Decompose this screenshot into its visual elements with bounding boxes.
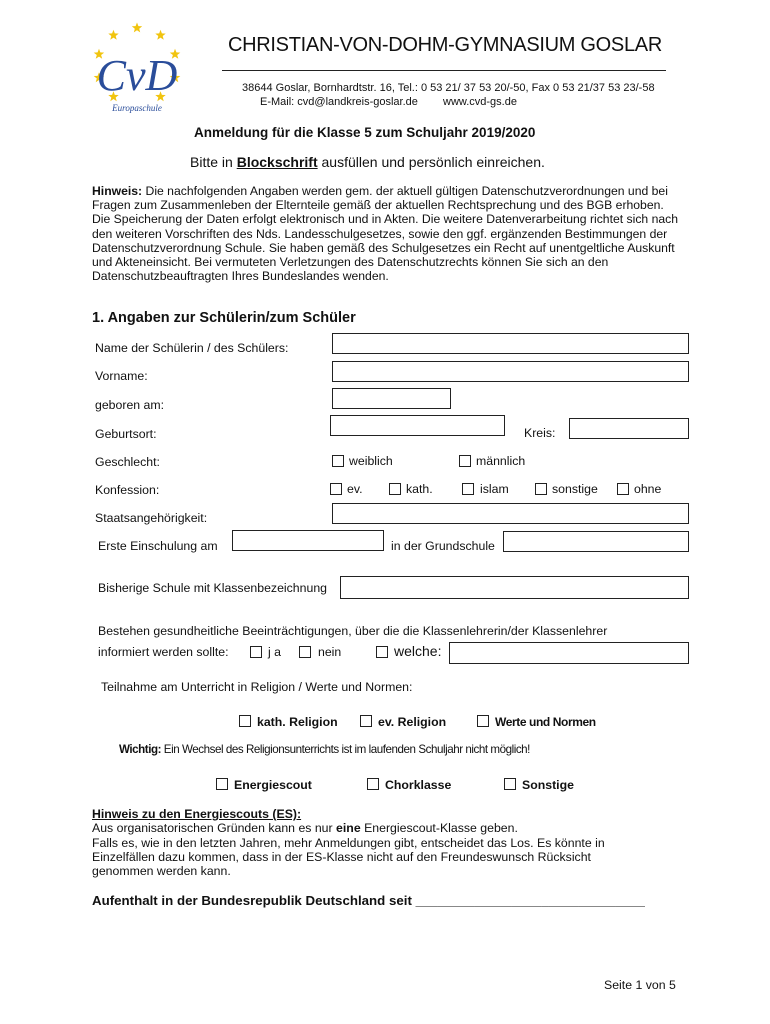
religion-ev-checkbox[interactable] bbox=[360, 715, 372, 727]
nationality-field[interactable] bbox=[332, 503, 689, 524]
birthdate-label: geboren am: bbox=[95, 398, 165, 412]
form-instructions bbox=[190, 154, 545, 170]
gender-female-checkbox[interactable] bbox=[332, 455, 344, 467]
logo-caption: Europaschule bbox=[112, 103, 162, 113]
health-which-label: welche: bbox=[394, 643, 442, 659]
health-yes-label: j a bbox=[268, 645, 281, 659]
logo-star-icon bbox=[108, 30, 118, 40]
health-details-field[interactable] bbox=[449, 642, 689, 664]
form-title: Anmeldung für die Klasse 5 zum Schuljahr 2019/2020 bbox=[194, 125, 536, 140]
vorname-field[interactable] bbox=[332, 361, 689, 382]
note-line1-before: Aus organisatorischen Gründen kann es nur bbox=[92, 821, 337, 835]
energiescout-note-line2: Falls es, wie in den letzten Jahren, mehr Anmeldungen gibt, entscheidet das Los. Es könnte in bbox=[92, 836, 605, 850]
konfession-ev-checkbox[interactable] bbox=[330, 483, 342, 495]
birthplace-field[interactable] bbox=[330, 415, 505, 436]
gender-label: Geschlecht: bbox=[95, 455, 160, 469]
school-address: 38644 Goslar, Bornhardtstr. 16, Tel.: 0 53 21/ 37 53 20/-50, Fax 0 53 21/37 53 23/-58 bbox=[242, 82, 655, 94]
note-line1-bold: eine bbox=[336, 821, 361, 835]
religion-note-text: Ein Wechsel des Religionsunterrichts ist im laufenden Schuljahr nicht möglich! bbox=[161, 743, 530, 756]
instruction-prefix: Bitte in bbox=[190, 154, 237, 170]
school-email: E-Mail: cvd@landkreis-goslar.de bbox=[260, 96, 418, 108]
name-label: Name der Schülerin / des Schülers: bbox=[95, 341, 289, 355]
religion-question: Teilnahme am Unterricht in Religion / Werte und Normen: bbox=[101, 680, 413, 694]
religion-ev-label: ev. Religion bbox=[378, 715, 447, 729]
konfession-label: Konfession: bbox=[95, 483, 160, 497]
religion-kath-label: kath. Religion bbox=[257, 715, 338, 729]
konfession-sonstige-checkbox[interactable] bbox=[535, 483, 547, 495]
enrollment-date-field[interactable] bbox=[232, 530, 384, 551]
energiescout-note-heading: Hinweis zu den Energiescouts (ES): bbox=[92, 807, 302, 821]
konfession-ohne-label: ohne bbox=[634, 482, 662, 496]
energiescout-note-line1 bbox=[92, 821, 518, 835]
konfession-islam-label: islam bbox=[480, 482, 509, 496]
vorname-label: Vorname: bbox=[95, 369, 148, 383]
health-which-checkbox[interactable] bbox=[376, 646, 388, 658]
religion-values-label: Werte und Normen bbox=[495, 715, 596, 729]
health-question-cont: informiert werden sollte: bbox=[98, 645, 229, 659]
gender-male-checkbox[interactable] bbox=[459, 455, 471, 467]
page-number: Seite 1 von 5 bbox=[604, 978, 676, 992]
konfession-islam-checkbox[interactable] bbox=[462, 483, 474, 495]
kreis-field[interactable] bbox=[569, 418, 689, 439]
privacy-label: Hinweis: bbox=[92, 184, 143, 198]
health-no-label: nein bbox=[318, 645, 342, 659]
health-no-checkbox[interactable] bbox=[299, 646, 311, 658]
logo-star-icon bbox=[155, 30, 165, 40]
kreis-label: Kreis: bbox=[524, 426, 556, 440]
chorklasse-label: Chorklasse bbox=[385, 778, 452, 792]
sonstige-checkbox[interactable] bbox=[504, 778, 516, 790]
religion-values-checkbox[interactable] bbox=[477, 715, 489, 727]
residence-field-line[interactable]: Aufenthalt in der Bundesrepublik Deutschland seit _______________________________ bbox=[92, 893, 645, 908]
religion-note-label: Wichtig: bbox=[119, 743, 162, 756]
school-website[interactable]: www.cvd-gs.de bbox=[443, 96, 517, 108]
instruction-emphasis: Blockschrift bbox=[236, 154, 318, 170]
school-logo bbox=[80, 18, 198, 118]
chorklasse-checkbox[interactable] bbox=[367, 778, 379, 790]
konfession-ohne-checkbox[interactable] bbox=[617, 483, 629, 495]
primary-school-field[interactable] bbox=[503, 531, 689, 552]
konfession-kath-label: kath. bbox=[406, 482, 433, 496]
previous-school-field[interactable] bbox=[340, 576, 689, 599]
energiescout-checkbox[interactable] bbox=[216, 778, 228, 790]
birthdate-field[interactable] bbox=[332, 388, 451, 409]
gender-male-label: männlich bbox=[476, 454, 526, 468]
school-name: CHRISTIAN-VON-DOHM-GYMNASIUM GOSLAR bbox=[228, 34, 662, 56]
health-yes-checkbox[interactable] bbox=[250, 646, 262, 658]
privacy-notice bbox=[92, 184, 682, 283]
religion-kath-checkbox[interactable] bbox=[239, 715, 251, 727]
konfession-sonstige-label: sonstige bbox=[552, 482, 598, 496]
name-field[interactable] bbox=[332, 333, 689, 354]
konfession-kath-checkbox[interactable] bbox=[389, 483, 401, 495]
previous-school-label: Bisherige Schule mit Klassenbezeichnung bbox=[98, 581, 327, 595]
nationality-label: Staatsangehörigkeit: bbox=[95, 511, 208, 525]
section-heading: 1. Angaben zur Schülerin/zum Schüler bbox=[92, 310, 356, 326]
primary-school-label: in der Grundschule bbox=[391, 539, 495, 553]
enrollment-date-label: Erste Einschulung am bbox=[98, 539, 218, 553]
energiescout-label: Energiescout bbox=[234, 778, 312, 792]
header-rule bbox=[222, 70, 666, 71]
energiescout-note-line4: genommen werden kann. bbox=[92, 864, 231, 878]
logo-star-icon bbox=[132, 23, 142, 33]
birthplace-label: Geburtsort: bbox=[95, 427, 157, 441]
privacy-text: Die nachfolgenden Angaben werden gem. der aktuell gültigen Datenschutzverordnungen und bei Fragen zum Zusammenleben der Elternteile gemäß der aktuellen Rechtsprechung und des BGB erhoben. Die Speicherung der Daten erfolgt elektronisch und in Akten. Die weitere Datenverarbeitung richtet sich nach den weiteren Vorschriften des Nds. Landesschulgesetzes, sowie den ggf. ergänzenden Bestimmungen der Datenschutzverordnung Schule. Sie haben gemäß des Schulgesetzes ein Recht auf unentgeltliche Auskunft und Akteneinsicht. Bei vermuteten Verletzungen des Datenschutzrechts können Sie sich an den Datenschutzbeauftragten Ihres Bundeslandes wenden. bbox=[92, 184, 679, 284]
gender-female-label: weiblich bbox=[349, 454, 393, 468]
energiescout-note-line3: Einzelfällen dazu kommen, dass in der ES-Klasse nicht auf den Freundeswunsch Rücksicht bbox=[92, 850, 591, 864]
religion-note bbox=[119, 743, 530, 756]
instruction-suffix: ausfüllen und persönlich einreichen. bbox=[317, 154, 545, 170]
health-question: Bestehen gesundheitliche Beeinträchtigungen, über die die Klassenlehrerin/der Klassenlehrer bbox=[98, 624, 608, 638]
sonstige-label: Sonstige bbox=[522, 778, 574, 792]
note-line1-after: Energiescout-Klasse geben. bbox=[360, 821, 518, 835]
logo-monogram: CvD bbox=[96, 51, 178, 100]
konfession-ev-label: ev. bbox=[347, 482, 363, 496]
